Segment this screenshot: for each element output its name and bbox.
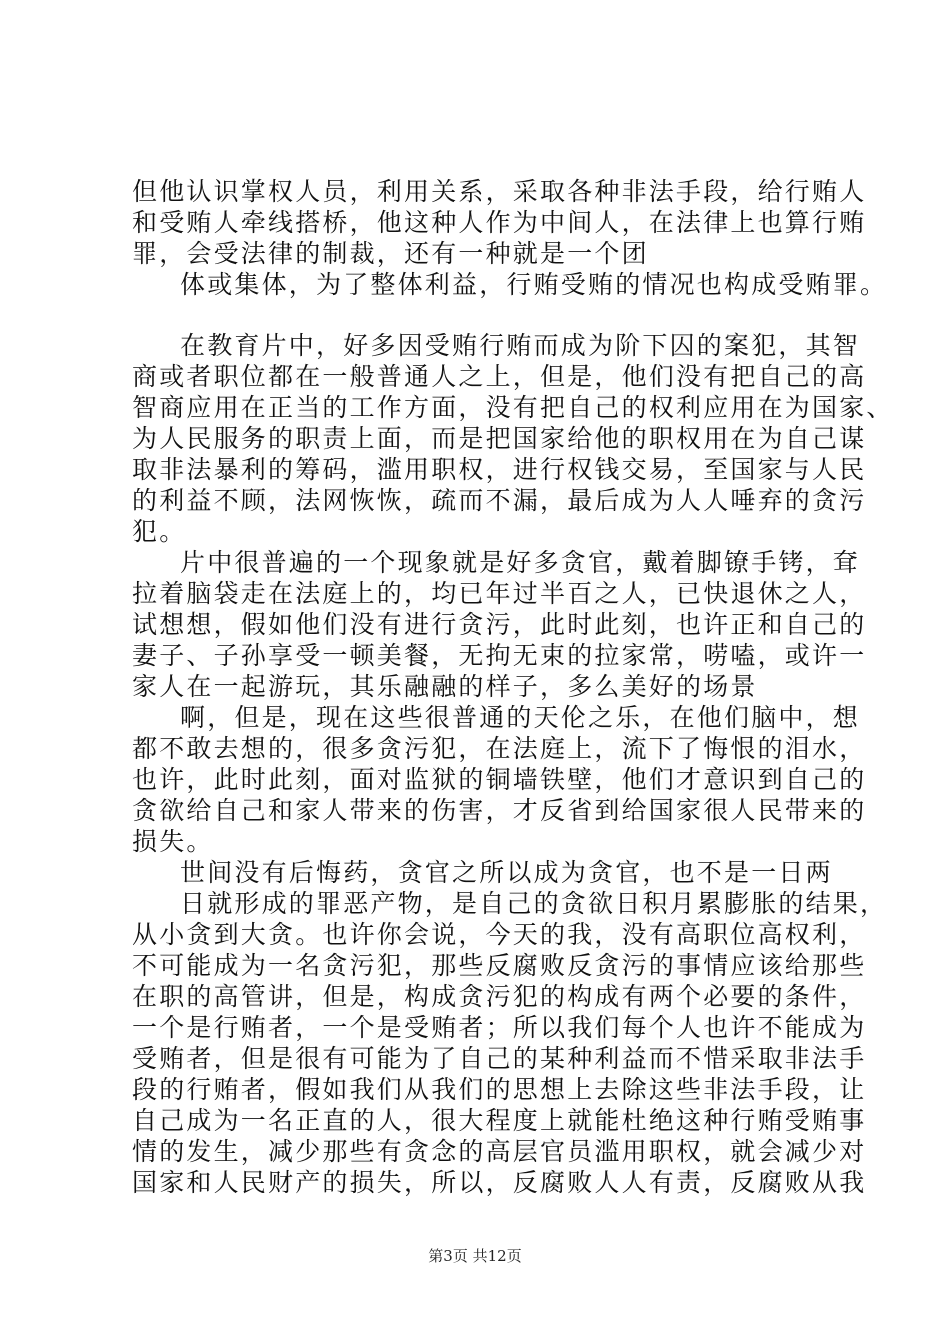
body-text-line: 国家和人民财产的损失，所以，反腐败人人有责，反腐败从我 (132, 1168, 867, 1197)
body-text-line: 啊，但是，现在这些很普通的天伦之乐，在他们脑中，想 (180, 703, 861, 732)
body-text-line: 自己成为一名正直的人，很大程度上就能杜绝这种行贿受贿事 (132, 1106, 867, 1135)
body-text-line: 损失。 (132, 827, 214, 856)
body-text-line: 不可能成为一名贪污犯，那些反腐败反贪污的事情应该给那些 (132, 951, 867, 980)
body-text-line: 受贿者，但是很有可能为了自己的某种利益而不惜采取非法手 (132, 1044, 867, 1073)
body-text-line: 贪欲给自己和家人带来的伤害，才反省到给国家很人民带来的 (132, 796, 867, 825)
body-text-line: 商或者职位都在一般普通人之上，但是，他们没有把自己的高 (132, 362, 867, 391)
body-text-line: 世间没有后悔药，贪官之所以成为贪官，也不是一日两 (180, 858, 833, 887)
body-text-line: 试想想，假如他们没有进行贪污，此时此刻，也许正和自己的 (132, 610, 867, 639)
body-text-line: 在职的高管讲，但是，构成贪污犯的构成有两个必要的条件， (132, 982, 867, 1011)
body-text-line: 家人在一起游玩，其乐融融的样子，多么美好的场景 (132, 672, 758, 701)
body-text-line: 段的行贿者，假如我们从我们的思想上去除这些非法手段，让 (132, 1075, 867, 1104)
body-text-line: 在教育片中，好多因受贿行贿而成为阶下囚的案犯，其智 (180, 331, 861, 360)
body-text-line: 的利益不顾，法网恢恢，疏而不漏，最后成为人人唾弃的贪污 (132, 486, 867, 515)
body-text-line: 拉着脑袋走在法庭上的，均已年过半百之人，已快退休之人， (132, 579, 867, 608)
body-text-line: 情的发生，减少那些有贪念的高层官员滥用职权，就会减少对 (132, 1137, 867, 1166)
body-text-line: 体或集体，为了整体利益，行贿受贿的情况也构成受贿罪。 (180, 270, 888, 299)
body-text-line: 也许，此时此刻，面对监狱的铜墙铁壁，他们才意识到自己的 (132, 765, 867, 794)
body-text-line: 和受贿人牵线搭桥，他这种人作为中间人，在法律上也算行贿 (132, 208, 867, 237)
body-text-line: 但他认识掌权人员，利用关系，采取各种非法手段，给行贿人 (132, 177, 867, 206)
body-text-line: 智商应用在正当的工作方面，没有把自己的权利应用在为国家、 (132, 393, 894, 422)
body-text-line: 罪，会受法律的制裁，还有一种就是一个团 (132, 239, 649, 268)
body-text-line: 为人民服务的职责上面，而是把国家给他的职权用在为自己谋 (132, 424, 867, 453)
body-text-line: 片中很普遍的一个现象就是好多贪官，戴着脚镣手铐，耷 (180, 548, 861, 577)
page-footer: 第3页 共12页 (428, 1247, 522, 1265)
body-text-line: 犯。 (132, 517, 187, 546)
body-text-line: 从小贪到大贪。也许你会说，今天的我，没有高职位高权利， (132, 920, 867, 949)
body-text-line: 妻子、子孙享受一顿美餐，无拘无束的拉家常，唠嗑，或许一 (132, 641, 867, 670)
body-text-line: 日就形成的罪恶产物，是自己的贪欲日积月累膨胀的结果， (180, 889, 888, 918)
body-text-line: 都不敢去想的，很多贪污犯，在法庭上，流下了悔恨的泪水， (132, 734, 867, 763)
body-text-line: 取非法暴利的筹码，滥用职权，进行权钱交易，至国家与人民 (132, 455, 867, 484)
body-text-line: 一个是行贿者，一个是受贿者；所以我们每个人也许不能成为 (132, 1013, 867, 1042)
